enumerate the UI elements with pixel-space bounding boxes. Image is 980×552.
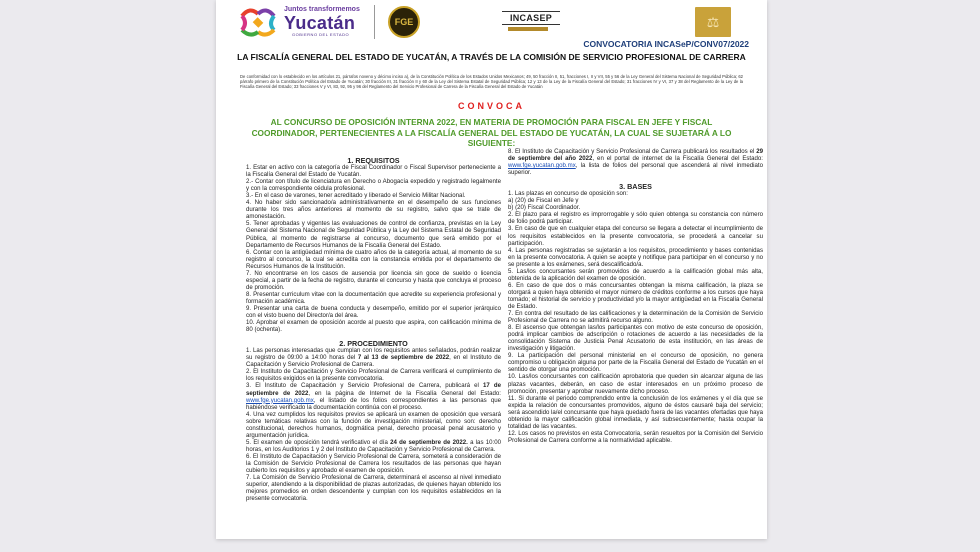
left-column bbox=[246, 156, 501, 502]
fge-website-link[interactable]: www.fge.yucatan.gob.mx bbox=[508, 162, 576, 170]
logo-incasep: INCASEP bbox=[498, 7, 564, 37]
document-page bbox=[216, 0, 767, 539]
yucatan-emblem-icon bbox=[238, 6, 278, 38]
convocatoria-subtitle: AL CONCURSO DE OPOSICIÓN INTERNA 2022, EN MATERIA DE PROMOCIÓN PARA FISCAL EN JEFE Y FISCAL COORDINADOR, PERTENECIENTES A LA FISCALÍA GENERAL DEL ESTADO DE YUCATÁN, LA CUAL SE SUJETARÁ A LO SIGUIENTE: bbox=[251, 117, 732, 148]
requisito-item: 5. Tener aprobadas y vigentes las evaluaciones de control de confianza, previstas en la Ley General del Sistema Nacional de Seguridad Pública y la Ley del Sistema Estatal de Seguridad Pública, al momento de registrarse al concurso, documento que será emitido por el Departamento de Recursos Humanos de la Fiscalía General del Estado. bbox=[246, 220, 501, 249]
procedimiento-item: 1. Las personas interesadas que cumplan con los requisitos antes señalados, podrán realizar su registro de 09:00 a 14:00 horas del 7 al 13 de septiembre de 2022, en el Instituto de Capacitación y Servicio Profesional de Carrera. bbox=[246, 347, 502, 369]
bases-item: 1. Las plazas en concurso de oposición son: bbox=[508, 190, 628, 198]
logo-yucatan bbox=[238, 6, 376, 38]
bases-item: 8. El ascenso que obtengan las/los participantes con motivo de este concurso de oposición, podrá implicar cambios de adscripción o rotaciones de acuerdo a las necesidades de la consolidación Sistema de Justicia Penal Acusatorio de esta institución, en las áreas de investigación y litigación. bbox=[508, 324, 763, 353]
document-title: LA FISCALÍA GENERAL DEL ESTADO DE YUCATÁN, A TRAVÉS DE LA COMISIÓN DE SERVICIO PROFESIONAL DE CARRERA bbox=[237, 52, 746, 62]
right-column bbox=[508, 148, 763, 444]
convoca-heading: CONVOCA bbox=[457, 101, 525, 111]
procedimiento-item: 4. Una vez cumplidos los requisitos previos se aplicará un examen de oposición que versará sobre temáticas relativas con la función de investigación ministerial, como son: derecho constitucional, derechos humanos, dogmática penal, derecho procesal penal acusatorio y argumentación jurídica. bbox=[246, 410, 501, 439]
bases-item: 9. La participación del personal ministerial en el concurso de oposición, no genera compromiso u obligación alguna por parte de la Fiscalía General del Estado de Yucatán en el sentido de otorgar una promoción. bbox=[508, 352, 763, 374]
bases-item: 4. Las personas registradas se sujetarán a los requisitos, procedimiento y bases contenidas en la presente convocatoria. A quien se acepte y notifique para participar en el concurso y no se presente a los exámenes, será descalificado/a. bbox=[508, 246, 763, 268]
requisito-item: 10. Aprobar el examen de oposición acorde al puesto que aspira, con calificación mínima de 80 (ochenta). bbox=[246, 319, 501, 334]
yucatan-tagline: Juntos transformemos bbox=[284, 6, 360, 13]
seal-icon: ⚖ bbox=[695, 7, 731, 37]
plaza-item: a) (20) de Fiscal en Jefe y bbox=[508, 197, 579, 205]
requisito-item: 8. Presentar curriculum vitae con la documentación que acredite su experiencia profesional y formación académica. bbox=[246, 290, 501, 305]
yucatan-name: Yucatán bbox=[284, 13, 356, 33]
section-heading-procedimiento: 2. PROCEDIMIENTO bbox=[339, 339, 408, 349]
requisito-item: 4. No haber sido sancionado/a administrativamente en el desempeño de sus funciones durante los tres años anteriores al momento de su registro, salvo que se trate de amonestación. bbox=[246, 199, 501, 221]
bases-item: 5. Las/los concursantes serán promovidos de acuerdo a la calificación global más alta, obtenida de la aplicación del examen de oposición. bbox=[508, 267, 763, 282]
procedimiento-item: 5. El examen de oposición tendrá verificativo el día 24 de septiembre de 2022. a las 10:00 horas, en los Auditorios 1 y 2 del Instituto de Capacitación y Servicio Profesional de Carrera. bbox=[246, 438, 501, 453]
requisito-item: 2.- Contar con título de licenciatura en Derecho o Abogacía expedido y registrado legalmente y con la correspondiente cédula profesional. bbox=[246, 178, 501, 193]
requisito-item: 7. No encontrarse en los casos de ausencia por licencia sin goce de sueldo o licencia especial, a partir de la fecha de registro, durante el concurso y hasta que concluya el proceso de promoción. bbox=[246, 269, 501, 291]
yucatan-subtitle: GOBIERNO DEL ESTADO bbox=[292, 32, 350, 37]
bases-item: 11. Si durante el periodo comprendido entre la conclusión de los exámenes y el día que se expida la relación de concursantes promovidos, alguno de éstos causaré baja del servicio; será ascendido la/el concursante que haya quedado fuera de las vacantes ofertadas que haya obtenido la mayor calificación global inmediata, y así subsecuentemente; hasta ocupar la totalidad de las vacantes. bbox=[508, 394, 763, 430]
procedimiento-item: 2. El Instituto de Capacitación y Servicio Profesional de Carrera verificará el cumplimiento de los requisitos exigidos en la presente convocatoria. bbox=[246, 368, 501, 383]
bases-item: 7. En contra del resultado de las calificaciones y la determinación de la Comisión de Servicio Profesional de Carrera no se admitirá recurso alguno. bbox=[508, 310, 763, 325]
procedimiento-item: 7. La Comisión de Servicio Profesional de Carrera, determinará el ascenso al nivel inmediato superior, atendiendo a la disponibilidad de plazas autorizadas, de quienes hayan obtenido los mejores promedios en orden descendente y cumplan con los requisitos establecidos en la presente convocatoria. bbox=[246, 474, 501, 503]
procedimiento-item: 8. El Instituto de Capacitación y Servicio Profesional de Carrera publicará los resultados el 29 de septiembre del año 2022, en el portal de internet de la Fiscalía General del Estado: www.fge.yucatan.gob.mx, la lista de folios del personal que ascenderá al nivel inmediato superior. bbox=[508, 148, 763, 177]
convocatoria-code: CONVOCATORIA INCASeP/CONV07/2022 bbox=[583, 39, 749, 49]
bases-item: 10. Las/los concursantes con calificación aprobatoria que queden sin alcanzar alguna de las plazas vacantes, deberán, en caso de estar interesados en un próximo proceso de promoción, presentar y aprobar nuevamente dicho proceso. bbox=[508, 373, 763, 395]
plaza-item: b) (20) Fiscal Coordinador. bbox=[508, 204, 581, 212]
requisito-item: 9. Presentar una carta de buena conducta y desempeño, emitido por el superior jerárquico con el visto bueno del Director/a del área. bbox=[246, 304, 501, 320]
section-heading-bases: 3. BASES bbox=[619, 182, 652, 192]
requisito-item: 1. Estar en activo con la categoría de Fiscal Coordinador o Fiscal Supervisor perteneciente a la Fiscalía General del Estado de Yucatán. bbox=[246, 164, 501, 179]
bases-item: 6. En caso de que dos o más concursantes obtengan la misma calificación, la plaza se otorgará a quien haya obtenido el mayor número de créditos conforme a los cursos que haya tomado; el historial de servicio y productividad y/o la mayor antigüedad en la Fiscalía General de Estado. bbox=[508, 281, 763, 310]
requisito-item: 3.- En el caso de varones, tener acreditado y liberado el Servicio Militar Nacional. bbox=[246, 192, 466, 200]
section-heading-requisitos: 1. REQUISITOS bbox=[347, 156, 400, 165]
legal-preamble: De conformidad con lo establecido en los artículos 21, párrafos noveno y décimo inciso a), de la Constitución Política de los Estados Unidos Mexicanos; 49, 50 fracción II, 51, fracciones I, II y VII, 55 y 56 de la Ley General del Sistema Nacional de Seguridad Pública; 62 párrafo primero de la Constitución Política del Estado de Yucatán; 30 fracción III, 31 fracción II y 60 de la Ley del Sistema Estatal de Seguridad Pública; 12 y 13 de la Ley de la Fiscalía General del Estado; 31 fracciones IV y VI, 37 y 38 del Reglamento de la Ley de la Fiscalía General del Estado; 33 fracciones V y VI, 83, 92, 95 y 96 del Reglamento del Servicio Profesional de Carrera de la Fiscalía General del Estado de Yucatán bbox=[240, 74, 743, 89]
logo-bar bbox=[216, 5, 767, 39]
bases-item: 12. Los casos no previstos en esta Convocatoria, serán resueltos por la Comisión del Servicio Profesional de Carrera conforme a la normatividad aplicable. bbox=[508, 429, 763, 444]
procedimiento-item: 3. El Instituto de Capacitación y Servicio Profesional de Carrera, publicará el 17 de septiembre de 2022, en la página de Internet de la Fiscalía General del Estado: www.fge.yucatan.gob.mx, el listado de los folios correspondientes a las personas que habiéndose verificado la documentación continúa con el proceso. bbox=[246, 382, 501, 411]
logo-fge: FGE bbox=[388, 6, 420, 38]
bases-item: 2. El plazo para el registro es improrrogable y sólo quien obtenga su constancia con número de folio podrá participar. bbox=[508, 211, 763, 226]
procedimiento-item: 6. El Instituto de Capacitación y Servicio Profesional de Carrera, someterá a consideración de la Comisión de Servicio Profesional de Carrera los resultados de las personas que hayan cubierto los requisitos y aprobado el examen de oposición. bbox=[246, 452, 501, 475]
fge-website-link[interactable]: www.fge.yucatan.gob.mx bbox=[246, 396, 314, 404]
logo-divider bbox=[374, 5, 375, 39]
requisito-item: 6. Contar con la antigüedad mínima de cuatro años de la categoría actual, al momento de su registro al concurso, la cual se acredita con la constancia emitida por el departamento de Recursos Humanos de la Institución. bbox=[246, 248, 501, 270]
bases-item: 3. En caso de que en cualquier etapa del concurso se llegara a detectar el incumplimiento de los requisitos establecidos en la presente convocatoria, se procederá a cancelar su participación. bbox=[508, 225, 763, 247]
